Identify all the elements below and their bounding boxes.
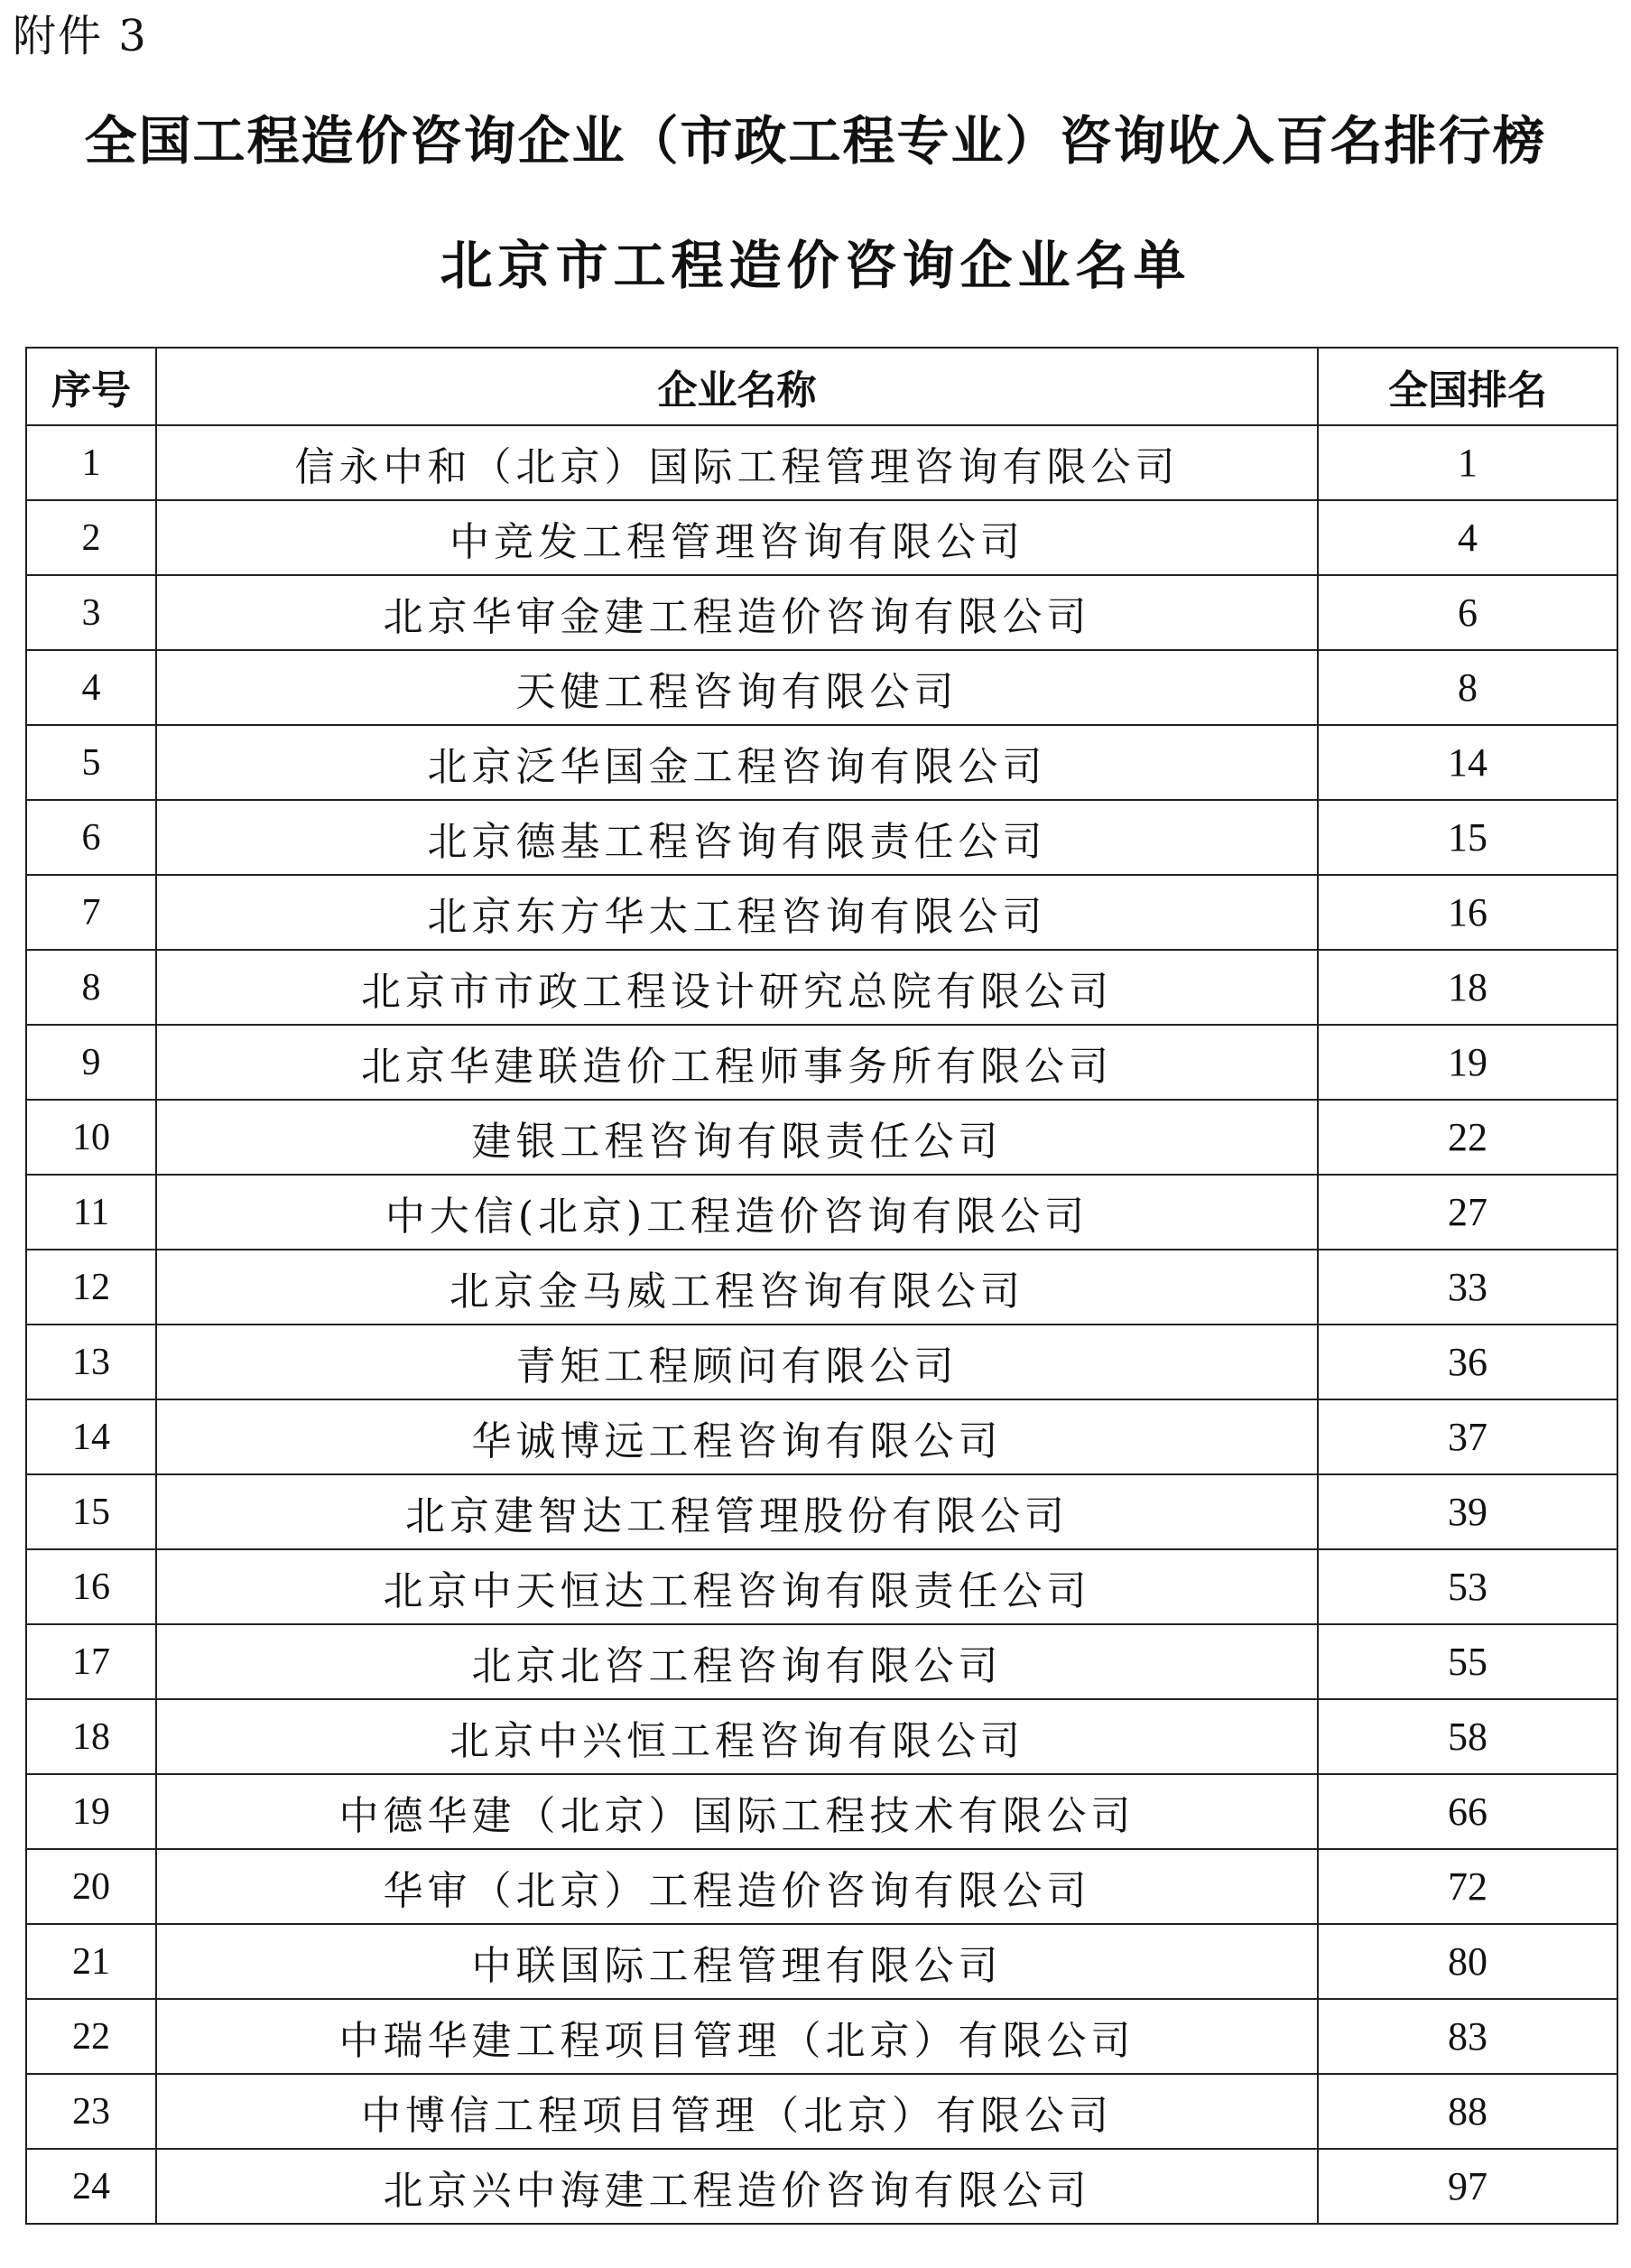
row-seq: 2 — [26, 500, 156, 575]
row-seq: 16 — [26, 1549, 156, 1624]
row-national-rank: 58 — [1318, 1699, 1617, 1774]
row-seq: 22 — [26, 1999, 156, 2074]
row-national-rank: 15 — [1318, 800, 1617, 875]
row-company-name: 北京泛华国金工程咨询有限公司 — [156, 725, 1318, 800]
row-seq: 12 — [26, 1250, 156, 1325]
ranking-table — [25, 347, 1618, 2225]
row-company-name: 北京北咨工程咨询有限公司 — [156, 1624, 1318, 1699]
table-row — [26, 1999, 1617, 2074]
row-seq: 15 — [26, 1474, 156, 1549]
row-company-name: 北京中天恒达工程咨询有限责任公司 — [156, 1549, 1318, 1624]
row-national-rank: 37 — [1318, 1399, 1617, 1474]
row-company-name: 北京兴中海建工程造价咨询有限公司 — [156, 2149, 1318, 2224]
row-seq: 5 — [26, 725, 156, 800]
row-company-name: 信永中和（北京）国际工程管理咨询有限公司 — [156, 425, 1318, 500]
row-national-rank: 33 — [1318, 1250, 1617, 1325]
row-seq: 3 — [26, 575, 156, 650]
row-company-name: 中联国际工程管理有限公司 — [156, 1924, 1318, 1999]
row-company-name: 建银工程咨询有限责任公司 — [156, 1100, 1318, 1175]
row-seq: 11 — [26, 1175, 156, 1250]
row-seq: 1 — [26, 425, 156, 500]
table-header-row — [26, 348, 1617, 425]
table-row — [26, 725, 1617, 800]
row-national-rank: 55 — [1318, 1624, 1617, 1699]
row-seq: 6 — [26, 800, 156, 875]
row-company-name: 北京中兴恒工程咨询有限公司 — [156, 1699, 1318, 1774]
row-seq: 24 — [26, 2149, 156, 2224]
row-national-rank: 6 — [1318, 575, 1617, 650]
row-national-rank: 72 — [1318, 1849, 1617, 1924]
row-seq: 14 — [26, 1399, 156, 1474]
table-row — [26, 950, 1617, 1025]
row-company-name: 北京华建联造价工程师事务所有限公司 — [156, 1025, 1318, 1100]
row-seq: 21 — [26, 1924, 156, 1999]
table-row — [26, 425, 1617, 500]
row-seq: 13 — [26, 1325, 156, 1399]
table-row — [26, 1849, 1617, 1924]
row-company-name: 中大信(北京)工程造价咨询有限公司 — [156, 1175, 1318, 1250]
table-row — [26, 1399, 1617, 1474]
page-subtitle: 北京市工程造价咨询企业名单 — [440, 235, 1191, 296]
row-company-name: 中瑞华建工程项目管理（北京）有限公司 — [156, 1999, 1318, 2074]
table-row — [26, 2149, 1617, 2224]
row-national-rank: 80 — [1318, 1924, 1617, 1999]
row-national-rank: 4 — [1318, 500, 1617, 575]
row-national-rank: 27 — [1318, 1175, 1617, 1250]
row-national-rank: 39 — [1318, 1474, 1617, 1549]
table-row — [26, 1250, 1617, 1325]
row-company-name: 华审（北京）工程造价咨询有限公司 — [156, 1849, 1318, 1924]
row-national-rank: 88 — [1318, 2074, 1617, 2149]
table-row — [26, 1699, 1617, 1774]
header-national-rank: 全国排名 — [1318, 348, 1617, 425]
row-seq: 23 — [26, 2074, 156, 2149]
row-company-name: 北京东方华太工程咨询有限公司 — [156, 875, 1318, 950]
row-national-rank: 22 — [1318, 1100, 1617, 1175]
table-row — [26, 1474, 1617, 1549]
row-seq: 7 — [26, 875, 156, 950]
table-row — [26, 875, 1617, 950]
row-national-rank: 16 — [1318, 875, 1617, 950]
table-row — [26, 500, 1617, 575]
table-row — [26, 1175, 1617, 1250]
row-national-rank: 14 — [1318, 725, 1617, 800]
row-seq: 8 — [26, 950, 156, 1025]
table-row — [26, 1624, 1617, 1699]
row-seq: 20 — [26, 1849, 156, 1924]
row-company-name: 华诚博远工程咨询有限公司 — [156, 1399, 1318, 1474]
header-company-name: 企业名称 — [156, 348, 1318, 425]
row-national-rank: 83 — [1318, 1999, 1617, 2074]
row-national-rank: 97 — [1318, 2149, 1617, 2224]
row-national-rank: 36 — [1318, 1325, 1617, 1399]
row-company-name: 北京金马威工程咨询有限公司 — [156, 1250, 1318, 1325]
page-title: 全国工程造价咨询企业（市政工程专业）咨询收入百名排行榜 — [84, 110, 1547, 172]
table-row — [26, 650, 1617, 725]
row-national-rank: 53 — [1318, 1549, 1617, 1624]
row-seq: 17 — [26, 1624, 156, 1699]
row-seq: 4 — [26, 650, 156, 725]
row-company-name: 中竞发工程管理咨询有限公司 — [156, 500, 1318, 575]
row-company-name: 青矩工程顾问有限公司 — [156, 1325, 1318, 1399]
table-row — [26, 575, 1617, 650]
row-national-rank: 66 — [1318, 1774, 1617, 1849]
row-national-rank: 18 — [1318, 950, 1617, 1025]
table-body — [26, 425, 1617, 2224]
table-row — [26, 1100, 1617, 1175]
row-seq: 19 — [26, 1774, 156, 1849]
row-company-name: 北京市市政工程设计研究总院有限公司 — [156, 950, 1318, 1025]
table-row — [26, 2074, 1617, 2149]
table-row — [26, 1924, 1617, 1999]
table-row — [26, 1025, 1617, 1100]
header-seq: 序号 — [26, 348, 156, 425]
row-seq: 9 — [26, 1025, 156, 1100]
row-company-name: 北京华审金建工程造价咨询有限公司 — [156, 575, 1318, 650]
table-row — [26, 800, 1617, 875]
row-company-name: 北京建智达工程管理股份有限公司 — [156, 1474, 1318, 1549]
table-row — [26, 1774, 1617, 1849]
row-company-name: 中德华建（北京）国际工程技术有限公司 — [156, 1774, 1318, 1849]
row-national-rank: 8 — [1318, 650, 1617, 725]
row-company-name: 北京德基工程咨询有限责任公司 — [156, 800, 1318, 875]
row-national-rank: 1 — [1318, 425, 1617, 500]
ranking-table-container — [25, 347, 1617, 2225]
row-seq: 10 — [26, 1100, 156, 1175]
attachment-label: 附件 3 — [13, 11, 148, 61]
row-company-name: 中博信工程项目管理（北京）有限公司 — [156, 2074, 1318, 2149]
row-national-rank: 19 — [1318, 1025, 1617, 1100]
table-row — [26, 1549, 1617, 1624]
row-seq: 18 — [26, 1699, 156, 1774]
table-row — [26, 1325, 1617, 1399]
row-company-name: 天健工程咨询有限公司 — [156, 650, 1318, 725]
